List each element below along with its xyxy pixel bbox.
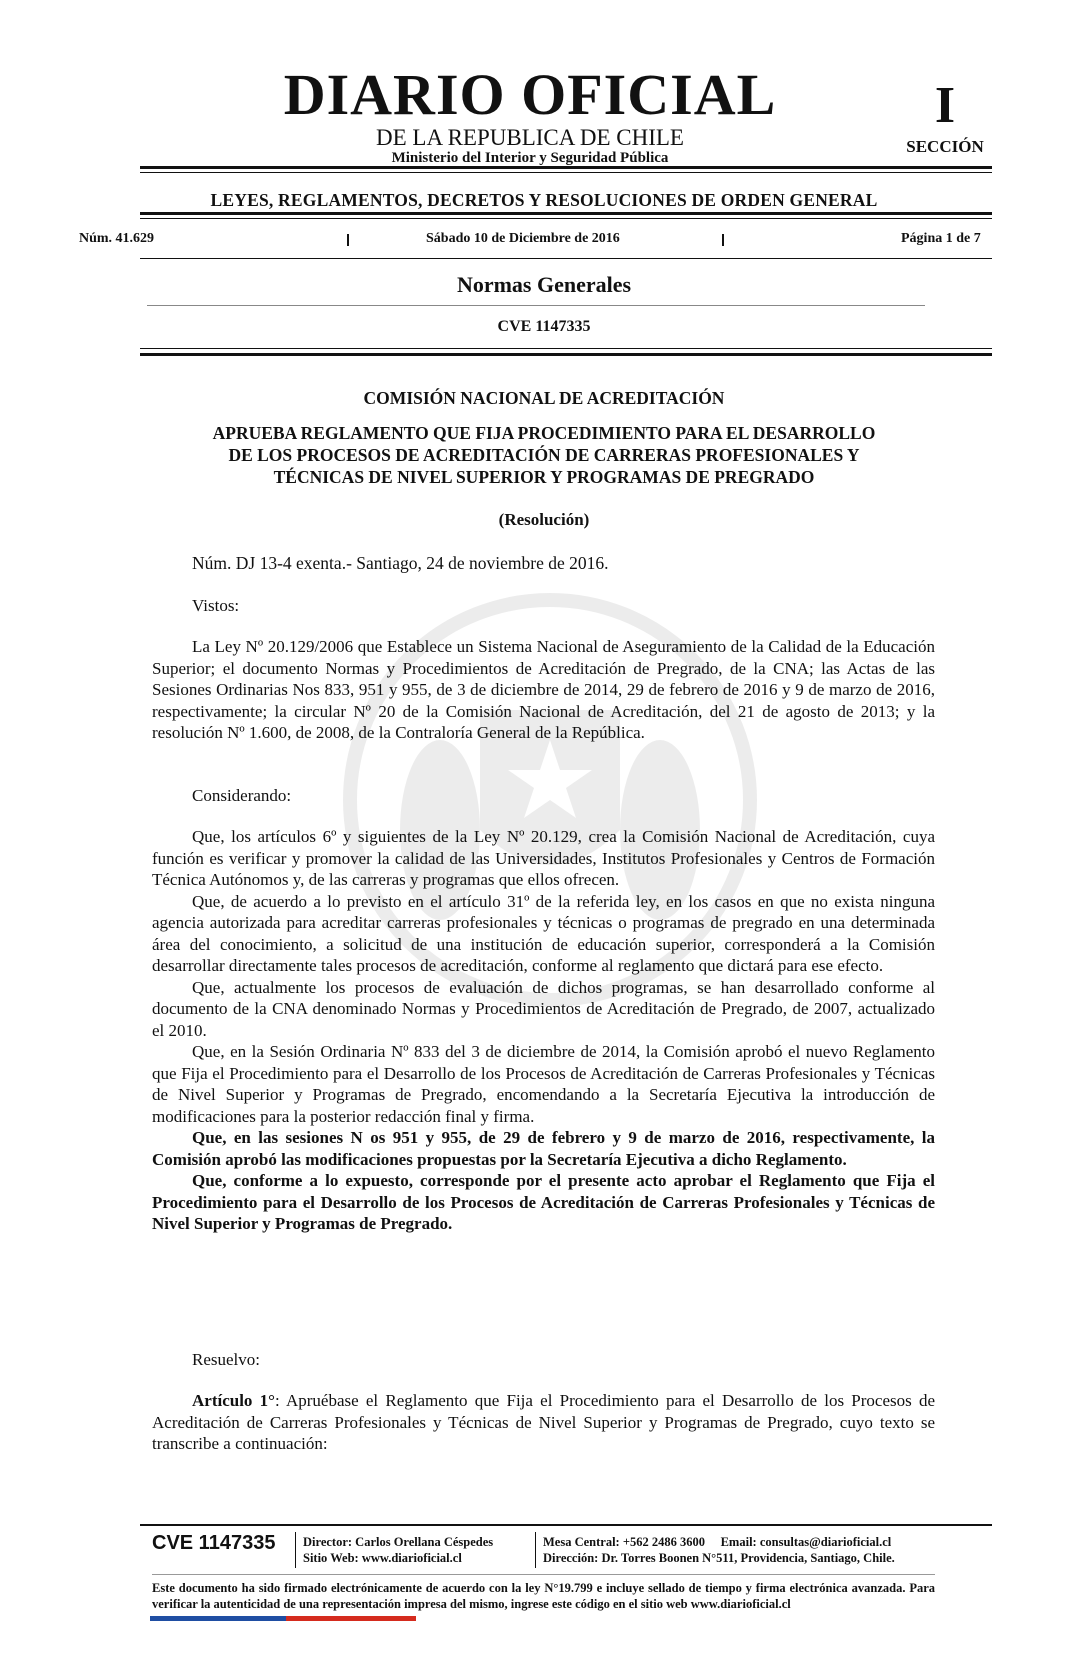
newspaper-title: DIARIO OFICIAL	[283, 62, 777, 127]
footer-note-rule	[152, 1574, 935, 1575]
section-number: I	[934, 77, 956, 134]
cve-rule-thin	[140, 348, 992, 349]
article-paragraph	[152, 1390, 935, 1455]
document-type-label: (Resolución)	[498, 510, 590, 529]
paragraph: Que, de acuerdo a lo previsto en el artículo 31º de la referida ley, en los casos en que no exista ninguna agencia autorizada para acreditar carreras profesionales y técnicas o programas de pregrado en una determinada área del conocimiento, a solicitud de una institución de educación superior, corresponderá a la Comisión desarrollar directamente tales procesos de acreditación, conforme al reglamento que dictará para ese efecto.	[152, 891, 935, 975]
section-headline: LEYES, REGLAMENTOS, DECRETOS Y RESOLUCIONES DE ORDEN GENERAL	[210, 190, 878, 210]
cve-code: CVE 1147335	[497, 318, 591, 335]
masthead-rule-thin	[140, 172, 992, 173]
paragraph: Que, actualmente los procesos de evaluación de dichos programas, se han desarrollado conforme al documento de la CNA denominado Normas y Procedimientos de Acreditación de Pregrado, de 2007, actualizado el 2010.	[152, 977, 935, 1040]
footer-contact	[543, 1534, 895, 1566]
footer-cve-code: CVE 1147335	[152, 1532, 276, 1554]
masthead-rule-thick	[140, 166, 992, 169]
paragraph: Que, conforme a lo expuesto, corresponde por el presente acto aprobar el Reglamento que Fija el Procedimiento para el Desarrollo de los Procesos de Acreditación de Carreras Profesionales y Técnicas de Nivel Superior y Programas de Pregrado.	[152, 1171, 935, 1233]
title-line: TÉCNICAS DE NIVEL SUPERIOR Y PROGRAMAS DE PREGRADO	[273, 467, 815, 487]
title-line: DE LOS PROCESOS DE ACREDITACIÓN DE CARRERAS PROFESIONALES Y	[228, 445, 860, 465]
flag-bar-blue	[150, 1616, 286, 1621]
article-label: Artículo 1°	[192, 1391, 275, 1410]
headline-rule-thick	[140, 212, 992, 215]
issuing-organization: COMISIÓN NACIONAL DE ACREDITACIÓN	[363, 388, 725, 408]
footer-director	[303, 1534, 493, 1566]
director-label: Director:	[303, 1535, 353, 1549]
considerando-label: Considerando:	[192, 786, 292, 805]
cve-rule-thick	[140, 353, 992, 356]
title-line: APRUEBA REGLAMENTO QUE FIJA PROCEDIMIENTO PARA EL DESARROLLO	[212, 423, 876, 443]
footer-rule	[140, 1524, 992, 1526]
vistos-label: Vistos:	[192, 596, 240, 615]
address-label: Dirección:	[543, 1551, 599, 1565]
section-rule	[147, 305, 925, 306]
info-rule	[140, 258, 992, 259]
phone-label: Mesa Central:	[543, 1535, 620, 1549]
signature-note: Este documento ha sido firmado electrónicamente de acuerdo con la ley N°19.799 e incluye sellado de tiempo y firma electrónica avanzada. Para verificar la autenticidad de una representación impresa del mismo, ingrese este código en el sitio web www.diarioficial.cl	[152, 1581, 935, 1611]
info-separator	[347, 234, 349, 246]
section-heading: Normas Generales	[456, 272, 632, 297]
info-separator	[722, 234, 724, 246]
resuelvo-label: Resuelvo:	[192, 1350, 260, 1369]
paragraph: Que, en la Sesión Ordinaria Nº 833 del 3 de diciembre de 2014, la Comisión aprobó el nuevo Reglamento que Fija el Procedimiento para el Desarrollo de los Procesos de Acreditación de Carreras Profesionales y Técnicas de Nivel Superior y Programas de Pregrado, encomendando a la Secretaría Ejecutiva la introducción de modificaciones para la posterior redacción final y firma.	[152, 1042, 935, 1126]
paragraph: La Ley Nº 20.129/2006 que Establece un Sistema Nacional de Aseguramiento de la Calidad de la Educación Superior; el documento Normas y Procedimientos de Acreditación de Pregrado, de la CNA; las Actas de las Sesiones Ordinarias Nos 833, 951 y 955, de 3 de diciembre de 2014, 29 de febrero de 2016 y 9 de marzo de 2016, respectivamente; la circular Nº 20 de la Comisión Nacional de Acreditación, del 21 de agosto de 2013; y la resolución Nº 1.600, de 2008, de la Contraloría General de la República.	[152, 637, 935, 742]
article-text: : Apruébase el Reglamento que Fija el Procedimiento para el Desarrollo de los Procesos de Acreditación de Carreras Profesionales y Técnicas de Nivel Superior y Programas de Pregrado, cuyo texto se transcribe a continuación:	[152, 1391, 935, 1453]
phone-number: +562 2486 3600	[622, 1535, 705, 1549]
email-link[interactable]: consultas@diarioficial.cl	[759, 1535, 892, 1549]
resolution-title	[150, 422, 938, 488]
section-label: SECCIÓN	[906, 137, 984, 156]
web-label: Sitio Web:	[303, 1551, 359, 1565]
newspaper-subtitle: DE LA REPUBLICA DE CHILE	[376, 125, 684, 150]
address: Dr. Torres Boonen N°511, Providencia, Santiago, Chile.	[601, 1551, 895, 1565]
paragraph: Que, en las sesiones N os 951 y 955, de 29 de febrero y 9 de marzo de 2016, respectivamente, la Comisión aprobó las modificaciones propuestas por la Secretaría Ejecutiva a dicho Reglamento.	[152, 1128, 935, 1169]
flag-bar-red	[286, 1616, 416, 1621]
issue-number: Núm. 41.629	[79, 231, 155, 246]
footer-divider	[295, 1532, 296, 1568]
resolution-number: Núm. DJ 13-4 exenta.- Santiago, 24 de noviembre de 2016.	[192, 553, 609, 573]
headline-rule-thin	[140, 218, 992, 219]
vistos-paragraph	[152, 636, 935, 744]
issue-date: Sábado 10 de Diciembre de 2016	[426, 231, 620, 246]
considerando-paragraphs	[152, 826, 935, 1235]
ministry-label: Ministerio del Interior y Seguridad Pública	[391, 150, 669, 166]
paragraph	[152, 1390, 935, 1455]
page-count: Página 1 de 7	[901, 231, 981, 246]
paragraph: Que, los artículos 6º y siguientes de la Ley Nº 20.129, crea la Comisión Nacional de Acreditación, cuya función es verificar y promover la calidad de las Universidades, Institutos Profesionales y Centros de Formación Técnica Autónomos y, de las carreras y programas que ellos ofrecen.	[152, 827, 935, 889]
email-label: Email:	[720, 1535, 757, 1549]
director-name: Carlos Orellana Céspedes	[355, 1535, 494, 1549]
footer-divider	[535, 1532, 536, 1568]
website-link[interactable]: www.diarioficial.cl	[361, 1551, 462, 1565]
